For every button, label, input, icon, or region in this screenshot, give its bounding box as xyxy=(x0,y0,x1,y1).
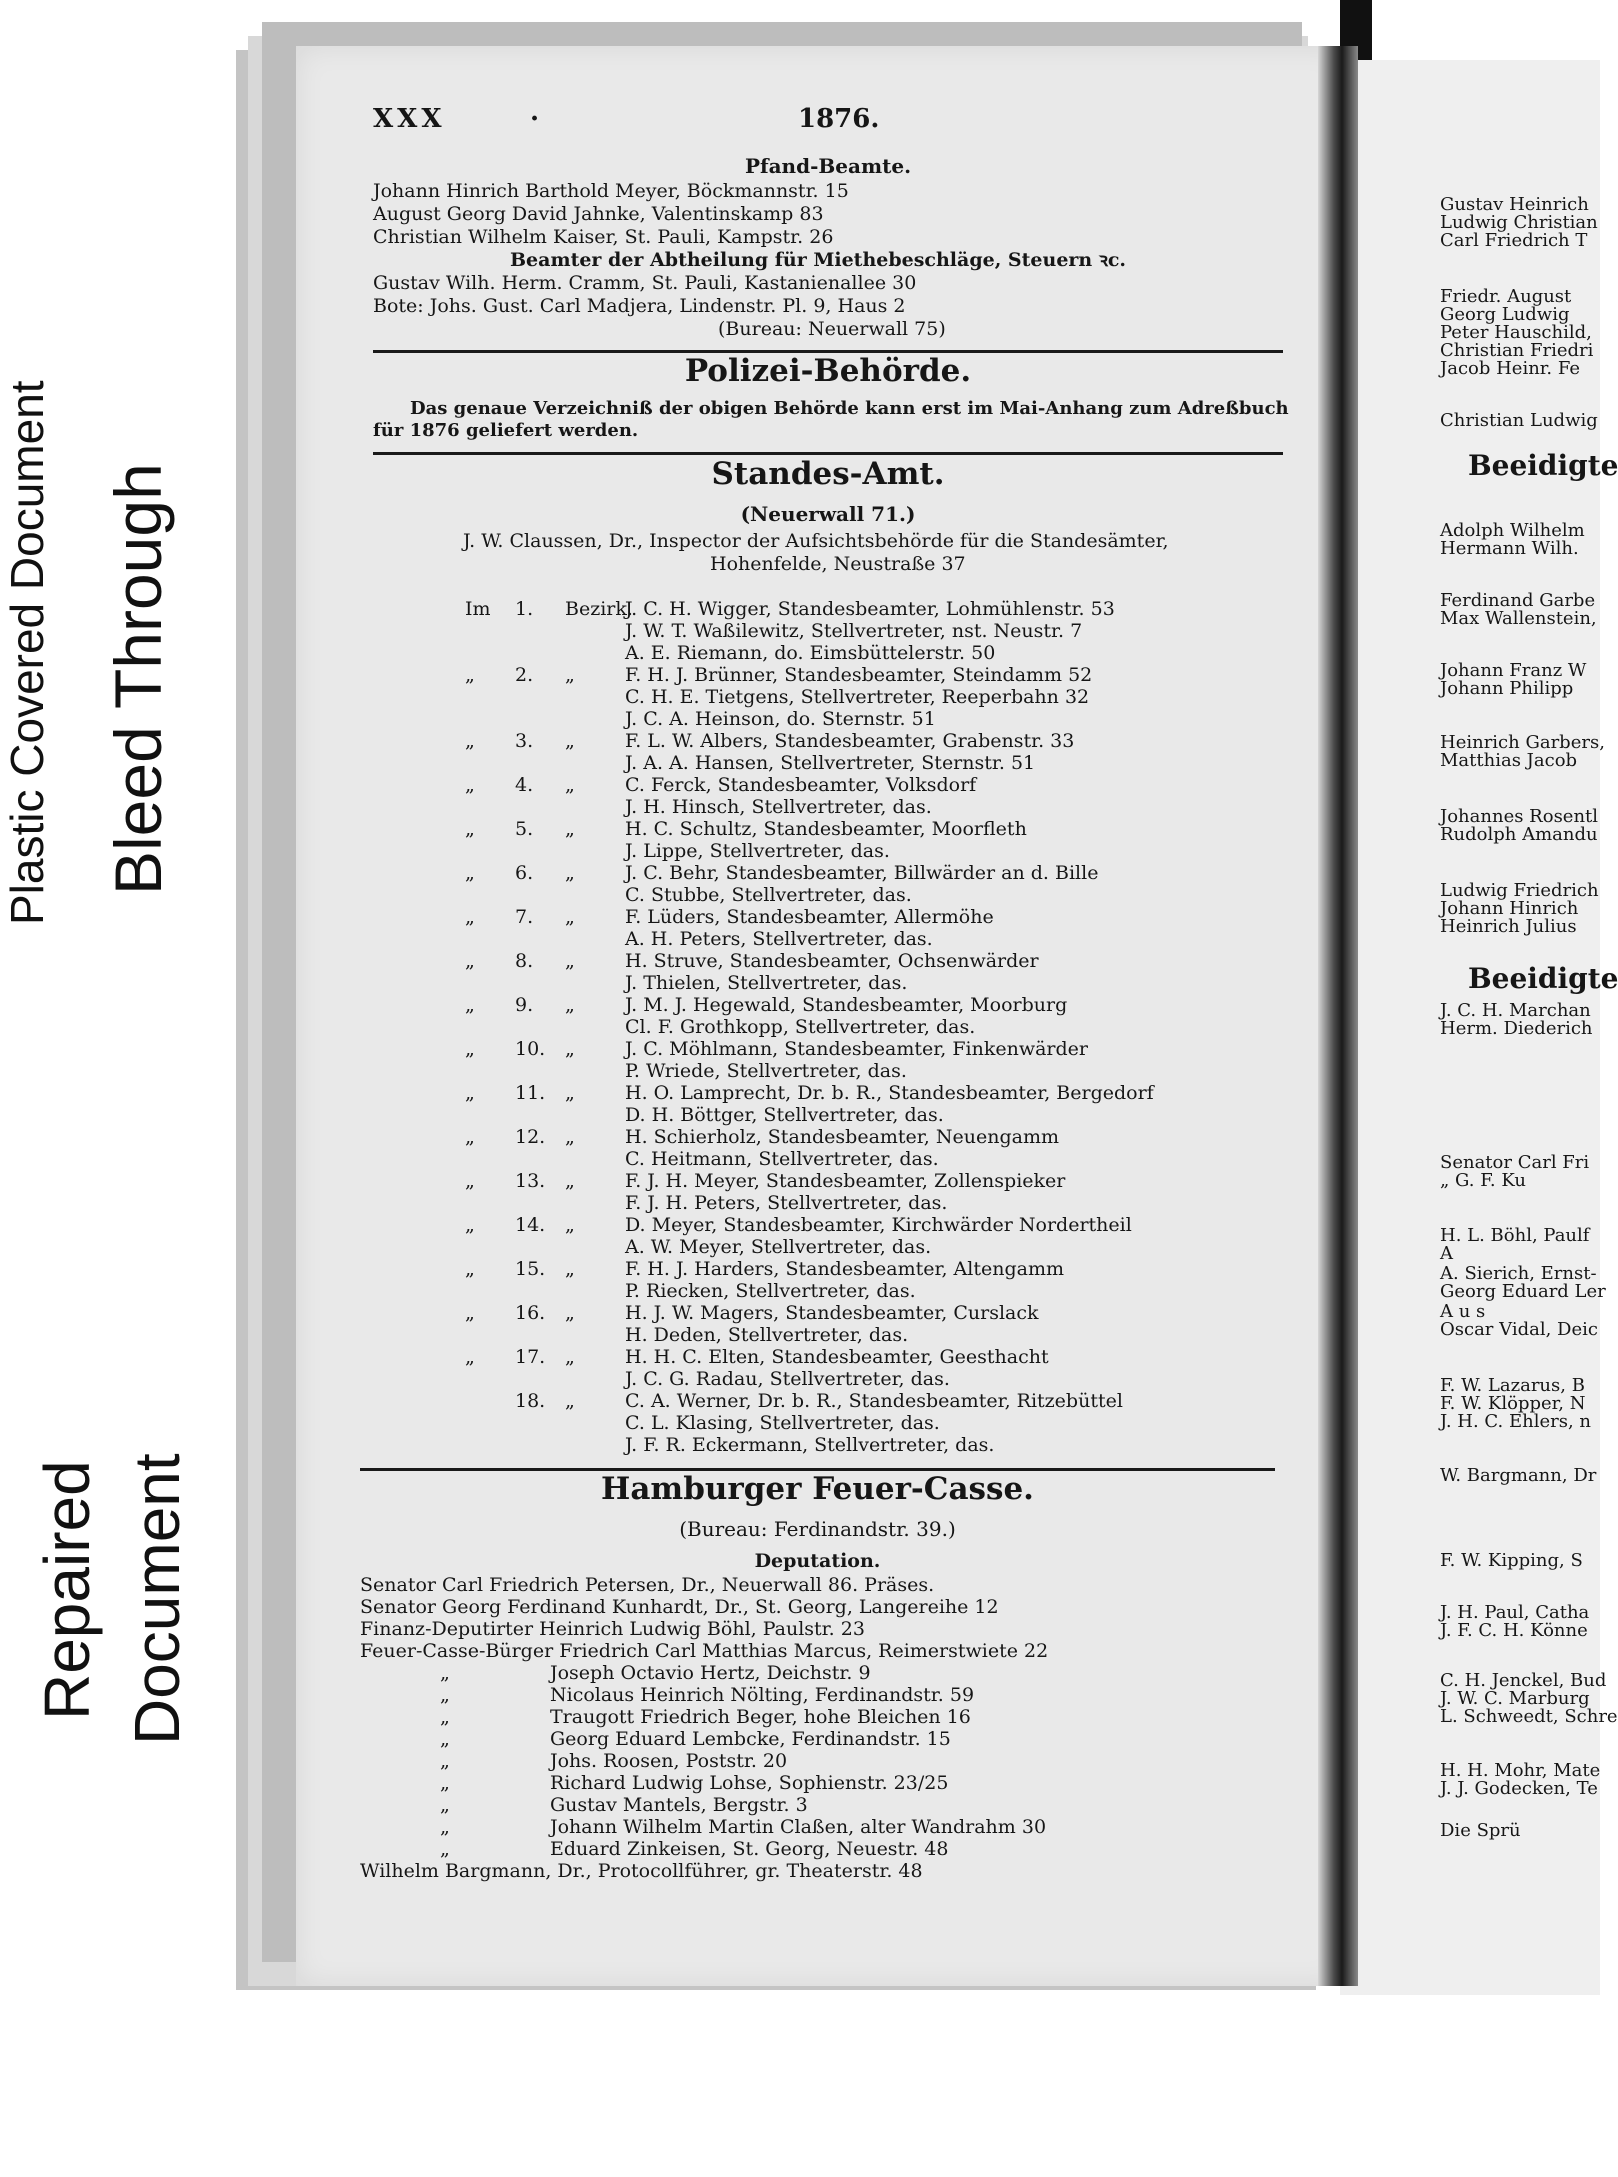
district-number: 1. xyxy=(515,598,534,620)
right-page-line: J. F. C. H. Könne xyxy=(1440,1620,1588,1641)
district-prefix: „ xyxy=(465,818,475,840)
right-page-line: J. W. C. Marburg xyxy=(1440,1688,1590,1709)
standes-table xyxy=(465,598,1285,1468)
official-entry: J. H. Hinsch, Stellvertreter, das. xyxy=(625,796,932,818)
page-year: 1876. xyxy=(798,104,880,134)
district-number: 3. xyxy=(515,730,534,752)
official-entry: D. H. Böttger, Stellvertreter, das. xyxy=(625,1104,944,1126)
district-label: „ xyxy=(565,862,575,884)
list-item xyxy=(440,1684,975,1706)
official-entry: F. H. J. Harders, Standesbeamter, Altengamm xyxy=(625,1258,1064,1280)
right-page-line: Christian Ludwig xyxy=(1440,410,1598,431)
district-number: 17. xyxy=(515,1346,546,1368)
pfand-line: Gustav Wilh. Herm. Cramm, St. Pauli, Kastanienallee 30 xyxy=(373,272,917,294)
district-prefix: „ xyxy=(465,1082,475,1104)
list-item xyxy=(440,1728,951,1750)
right-page-line: Max Wallenstein, xyxy=(1440,608,1597,629)
member-entry: Wilhelm Bargmann, Dr., Protocollführer, gr. Theaterstr. 48 xyxy=(360,1860,923,1882)
official-entry: A. W. Meyer, Stellvertreter, das. xyxy=(625,1236,932,1258)
official-entry: P. Wriede, Stellvertreter, das. xyxy=(625,1060,907,1082)
pfand-subtitle: Beamter der Abtheilung für Miethebeschläge, Steuern ꝛc. xyxy=(510,249,1127,271)
right-page-line: H. H. Mohr, Mate xyxy=(1440,1760,1601,1781)
district-prefix: „ xyxy=(465,774,475,796)
district-label: „ xyxy=(565,1302,575,1324)
right-page-line: Carl Friedrich T xyxy=(1440,230,1588,251)
right-page-line: H. L. Böhl, Paulf xyxy=(1440,1225,1590,1246)
pfand-line: Bote: Johs. Gust. Carl Madjera, Lindenstr. Pl. 9, Haus 2 xyxy=(373,295,906,317)
official-entry: C. H. E. Tietgens, Stellvertreter, Reeperbahn 32 xyxy=(625,686,1090,708)
district-label: „ xyxy=(565,1258,575,1280)
right-page-line: L. Schweedt, Schre xyxy=(1440,1706,1618,1727)
background xyxy=(1300,1995,1600,2177)
district-prefix: „ xyxy=(465,1170,475,1192)
right-page-line: Georg Ludwig xyxy=(1440,304,1570,325)
pfand-line: August Georg David Jahnke, Valentinskamp 83 xyxy=(373,203,824,225)
ditto-mark: „ xyxy=(440,1838,450,1860)
member-entry: Johs. Roosen, Poststr. 20 xyxy=(550,1750,788,1772)
member-entry: Finanz-Deputirter Heinrich Ludwig Böhl, Paulstr. 23 xyxy=(360,1618,865,1640)
right-page-line: Beeidigte xyxy=(1468,449,1618,482)
district-prefix: „ xyxy=(465,664,475,686)
list-item xyxy=(440,1772,949,1794)
official-entry: J. C. Behr, Standesbeamter, Billwärder an d. Bille xyxy=(625,862,1099,884)
right-page-line: Heinrich Garbers, xyxy=(1440,732,1605,753)
district-prefix: „ xyxy=(465,862,475,884)
page-mark: · xyxy=(530,104,540,134)
member-entry: Traugott Friedrich Beger, hohe Bleichen 16 xyxy=(550,1706,971,1728)
divider xyxy=(373,452,1283,455)
official-entry: C. Stubbe, Stellvertreter, das. xyxy=(625,884,912,906)
right-page-line: Adolph Wilhelm xyxy=(1440,520,1585,541)
ditto-mark: „ xyxy=(440,1794,450,1816)
right-page-line: Christian Friedri xyxy=(1440,340,1594,361)
official-entry: C. Heitmann, Stellvertreter, das. xyxy=(625,1148,939,1170)
right-page-line: Rudolph Amandu xyxy=(1440,824,1598,845)
right-page-line: Jacob Heinr. Fe xyxy=(1440,358,1581,379)
district-label: „ xyxy=(565,994,575,1016)
district-prefix: „ xyxy=(465,1346,475,1368)
member-entry: Eduard Zinkeisen, St. Georg, Neuestr. 48 xyxy=(550,1838,949,1860)
member-entry: Senator Carl Friedrich Petersen, Dr., Neuerwall 86. Präses. xyxy=(360,1574,935,1596)
pfand-title: Pfand-Beamte. xyxy=(744,154,912,178)
official-entry: H. O. Lamprecht, Dr. b. R., Standesbeamter, Bergedorf xyxy=(625,1082,1154,1104)
bleed-through-label: Bleed Through xyxy=(101,463,175,895)
right-page-line: F. W. Klöpper, N xyxy=(1440,1393,1586,1414)
district-prefix: „ xyxy=(465,730,475,752)
right-page-line: Gustav Heinrich xyxy=(1440,194,1589,215)
official-entry: F. J. H. Meyer, Standesbeamter, Zollenspieker xyxy=(625,1170,1066,1192)
right-page-line: Die Sprü xyxy=(1440,1820,1521,1841)
district-label: „ xyxy=(565,664,575,686)
district-label: „ xyxy=(565,774,575,796)
list-item xyxy=(440,1816,1047,1838)
official-entry: D. Meyer, Standesbeamter, Kirchwärder Nordertheil xyxy=(625,1214,1132,1236)
right-page-line: Beeidigte xyxy=(1468,962,1618,995)
document-label: Document xyxy=(121,1453,193,1745)
district-prefix: „ xyxy=(465,906,475,928)
official-entry: H. C. Schultz, Standesbeamter, Moorfleth xyxy=(625,818,1027,840)
district-label: „ xyxy=(565,730,575,752)
ditto-mark: „ xyxy=(440,1750,450,1772)
right-page-line: J. C. H. Marchan xyxy=(1440,1000,1591,1021)
member-entry: Gustav Mantels, Bergstr. 3 xyxy=(550,1794,808,1816)
district-number: 15. xyxy=(515,1258,546,1280)
right-page-line: Johannes Rosentl xyxy=(1440,806,1599,827)
official-entry: J. C. A. Heinson, do. Sternstr. 51 xyxy=(625,708,936,730)
district-number: 5. xyxy=(515,818,534,840)
ditto-mark: „ xyxy=(440,1728,450,1750)
member-entry: Joseph Octavio Hertz, Deichstr. 9 xyxy=(550,1662,871,1684)
official-entry: H. H. C. Elten, Standesbeamter, Geesthacht xyxy=(625,1346,1049,1368)
inspector-line: J. W. Claussen, Dr., Inspector der Aufsichtsbehörde für die Standesämter, xyxy=(463,530,1169,552)
right-page-line: Oscar Vidal, Deic xyxy=(1440,1319,1598,1340)
polizei-title: Polizei-Behörde. xyxy=(684,353,972,389)
ditto-mark: „ xyxy=(440,1684,450,1706)
district-label: „ xyxy=(565,1126,575,1148)
official-entry: H. Schierholz, Standesbeamter, Neuengamm xyxy=(625,1126,1059,1148)
official-entry: J. Thielen, Stellvertreter, das. xyxy=(625,972,908,994)
official-entry: P. Riecken, Stellvertreter, das. xyxy=(625,1280,916,1302)
district-label: „ xyxy=(565,1170,575,1192)
official-entry: J. W. T. Waßilewitz, Stellvertreter, nst. Neustr. 7 xyxy=(625,620,1083,642)
district-number: 13. xyxy=(515,1170,546,1192)
district-prefix: Im xyxy=(465,598,491,620)
official-entry: J. C. G. Radau, Stellvertreter, das. xyxy=(625,1368,950,1390)
district-number: 18. xyxy=(515,1390,546,1412)
right-page-line: Ludwig Christian xyxy=(1440,212,1598,233)
district-label: „ xyxy=(565,1214,575,1236)
list-item xyxy=(360,1640,1048,1662)
right-page-line: F. W. Kipping, S xyxy=(1440,1550,1583,1571)
deputation-heading: Deputation. xyxy=(754,1550,881,1572)
right-page-line: J. H. C. Ehlers, n xyxy=(1440,1411,1591,1432)
district-number: 14. xyxy=(515,1214,546,1236)
district-number: 8. xyxy=(515,950,534,972)
official-entry: A. E. Riemann, do. Eimsbüttelerstr. 50 xyxy=(625,642,996,664)
right-page-line: F. W. Lazarus, B xyxy=(1440,1375,1585,1396)
pfand-line: Christian Wilhelm Kaiser, St. Pauli, Kampstr. 26 xyxy=(373,226,834,248)
polizei-text: für 1876 geliefert werden. xyxy=(373,420,639,441)
district-prefix: „ xyxy=(465,1302,475,1324)
district-label: „ xyxy=(565,1346,575,1368)
district-number: 4. xyxy=(515,774,534,796)
list-item xyxy=(360,1596,999,1618)
official-entry: C. A. Werner, Dr. b. R., Standesbeamter, Ritzebüttel xyxy=(625,1390,1123,1412)
official-entry: F. Lüders, Standesbeamter, Allermöhe xyxy=(625,906,994,928)
official-entry: H. Struve, Standesbeamter, Ochsenwärder xyxy=(625,950,1039,972)
district-label: „ xyxy=(565,1390,575,1412)
district-number: 2. xyxy=(515,664,534,686)
feuer-bureau: (Bureau: Ferdinandstr. 39.) xyxy=(679,1517,956,1541)
district-number: 16. xyxy=(515,1302,546,1324)
district-prefix: „ xyxy=(465,1258,475,1280)
right-page-line: Johann Franz W xyxy=(1440,660,1587,681)
right-page-line: Friedr. August xyxy=(1440,286,1572,307)
district-number: 7. xyxy=(515,906,534,928)
district-label: „ xyxy=(565,950,575,972)
district-label: „ xyxy=(565,1038,575,1060)
polizei-text: Das genaue Verzeichniß der obigen Behörde kann erst im Mai-Anhang zum Adreßbuch xyxy=(410,398,1289,419)
repaired-label: Repaired xyxy=(31,1460,103,1720)
member-entry: Johann Wilhelm Martin Claßen, alter Wandrahm 30 xyxy=(550,1816,1047,1838)
deputation-list xyxy=(360,1574,1275,1904)
list-item xyxy=(440,1750,788,1772)
official-entry: J. C. H. Wigger, Standesbeamter, Lohmühlenstr. 53 xyxy=(625,598,1115,620)
official-entry: A. H. Peters, Stellvertreter, das. xyxy=(625,928,933,950)
right-page-line: Johann Philipp xyxy=(1440,678,1574,699)
inspector-line: Hohenfelde, Neustraße 37 xyxy=(710,553,966,575)
list-item xyxy=(360,1860,923,1882)
right-page-line: Matthias Jacob xyxy=(1440,750,1578,771)
right-page-line: J. J. Godecken, Te xyxy=(1440,1778,1598,1799)
official-entry: F. L. W. Albers, Standesbeamter, Grabenstr. 33 xyxy=(625,730,1075,752)
right-page-line: Johann Hinrich xyxy=(1440,898,1579,919)
right-page-line: Heinrich Julius xyxy=(1440,916,1577,937)
right-page-line: Senator Carl Fri xyxy=(1440,1152,1590,1173)
right-page-line: Hermann Wilh. xyxy=(1440,538,1579,559)
pfand-bureau: (Bureau: Neuerwall 75) xyxy=(718,318,946,340)
official-entry: C. Ferck, Standesbeamter, Volksdorf xyxy=(625,774,977,796)
standes-subtitle: (Neuerwall 71.) xyxy=(740,502,916,526)
feuer-title: Hamburger Feuer-Casse. xyxy=(601,1471,1034,1507)
standes-title: Standes-Amt. xyxy=(711,456,945,492)
ditto-mark: „ xyxy=(440,1816,450,1838)
district-prefix: „ xyxy=(465,1126,475,1148)
right-page-line: Georg Eduard Ler xyxy=(1440,1281,1606,1302)
official-entry: H. J. W. Magers, Standesbeamter, Curslack xyxy=(625,1302,1039,1324)
book-gutter xyxy=(1318,46,1358,1986)
official-entry: J. A. A. Hansen, Stellvertreter, Sternstr. 51 xyxy=(625,752,1036,774)
district-prefix: „ xyxy=(465,994,475,1016)
member-entry: Nicolaus Heinrich Nölting, Ferdinandstr. 59 xyxy=(550,1684,975,1706)
district-prefix: „ xyxy=(465,1038,475,1060)
official-entry: H. Deden, Stellvertreter, das. xyxy=(625,1324,909,1346)
district-label: Bezirk. xyxy=(565,598,633,620)
district-prefix: „ xyxy=(465,950,475,972)
right-page-line: „ G. F. Ku xyxy=(1440,1170,1527,1191)
list-item xyxy=(440,1662,871,1684)
district-number: 9. xyxy=(515,994,534,1016)
district-label: „ xyxy=(565,1082,575,1104)
district-prefix: „ xyxy=(465,1214,475,1236)
ditto-mark: „ xyxy=(440,1772,450,1794)
district-number: 6. xyxy=(515,862,534,884)
ditto-mark: „ xyxy=(440,1662,450,1684)
list-item xyxy=(440,1794,808,1816)
right-page-line: C. H. Jenckel, Bud xyxy=(1440,1670,1607,1691)
page-number: XXX xyxy=(373,104,446,134)
right-page-line: W. Bargmann, Dr xyxy=(1440,1465,1597,1486)
list-item xyxy=(360,1618,865,1640)
member-entry: Georg Eduard Lembcke, Ferdinandstr. 15 xyxy=(550,1728,951,1750)
district-number: 11. xyxy=(515,1082,546,1104)
ditto-mark: „ xyxy=(440,1706,450,1728)
official-entry: J. M. J. Hegewald, Standesbeamter, Moorburg xyxy=(625,994,1068,1016)
district-number: 10. xyxy=(515,1038,546,1060)
district-label: „ xyxy=(565,906,575,928)
member-entry: Feuer-Casse-Bürger Friedrich Carl Matthias Marcus, Reimerstwiete 22 xyxy=(360,1640,1049,1662)
plastic-covered-label: Plastic Covered Document xyxy=(1,380,53,925)
member-entry: Richard Ludwig Lohse, Sophienstr. 23/25 xyxy=(550,1772,949,1794)
member-entry: Senator Georg Ferdinand Kunhardt, Dr., St. Georg, Langereihe 12 xyxy=(360,1596,999,1618)
right-page-line: J. H. Paul, Catha xyxy=(1440,1602,1590,1623)
right-page-line: A. Sierich, Ernst- xyxy=(1440,1263,1597,1284)
district-number: 12. xyxy=(515,1126,546,1148)
list-item xyxy=(440,1706,971,1728)
list-item xyxy=(360,1574,934,1596)
official-entry: Cl. F. Grothkopp, Stellvertreter, das. xyxy=(625,1016,976,1038)
right-page-line: A xyxy=(1440,1243,1453,1264)
pfand-line: Johann Hinrich Barthold Meyer, Böckmannstr. 15 xyxy=(373,180,849,202)
right-page-line: A u s xyxy=(1440,1301,1486,1322)
district-label: „ xyxy=(565,818,575,840)
official-entry: J. F. R. Eckermann, Stellvertreter, das. xyxy=(625,1434,995,1456)
right-page-line: Ludwig Friedrich xyxy=(1440,880,1599,901)
official-entry: J. C. Möhlmann, Standesbeamter, Finkenwärder xyxy=(625,1038,1088,1060)
official-entry: F. H. J. Brünner, Standesbeamter, Steindamm 52 xyxy=(625,664,1093,686)
right-page-line: Herm. Diederich xyxy=(1440,1018,1593,1039)
official-entry: J. Lippe, Stellvertreter, das. xyxy=(625,840,890,862)
right-page-line: Ferdinand Garbe xyxy=(1440,590,1596,611)
list-item xyxy=(440,1838,949,1860)
official-entry: F. J. H. Peters, Stellvertreter, das. xyxy=(625,1192,948,1214)
right-page-line: Peter Hauschild, xyxy=(1440,322,1592,343)
official-entry: C. L. Klasing, Stellvertreter, das. xyxy=(625,1412,940,1434)
right-page-content xyxy=(1420,0,1618,2000)
